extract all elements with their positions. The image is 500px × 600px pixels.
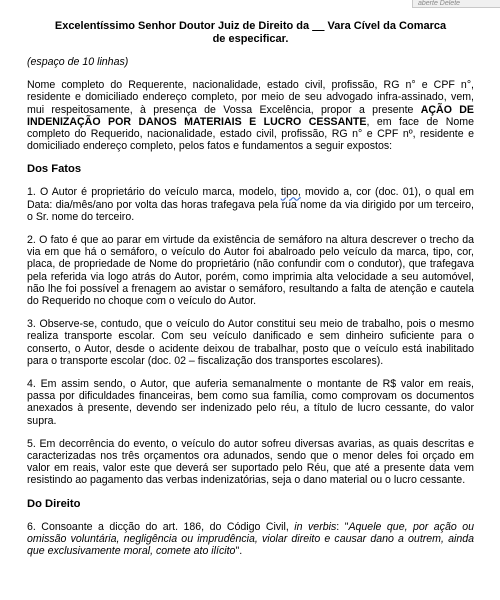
paragraph-2: 2. O fato é que ao parar em virtude da existência de semáforo na altura descrever o trecho da via em que há o semáforo, o veículo do Autor foi abalroado pelo veículo da marca, tipo, cor, placa, de propriedade de Nome do proprietário (não confundir com o condutor), que trafegava pela referida via logo atrás do Autor, porém, como imprimia alta velocidade a seu automóvel, não lhe foi possível a frenagem ao avistar o semáforo, resultando a falta de atenção e cautela do Requerido no choque com o veículo do Autor. — [27, 234, 474, 308]
section-heading-fatos: Dos Fatos — [27, 163, 82, 176]
legal-quote: Aquele que, por ação ou omissão voluntária, negligência ou imprudência, violar direito e causar dano a outrem, ainda que exclusivamente moral, comete ato ilícito — [27, 520, 474, 558]
paragraph-5: 5. Em decorrência do evento, o veículo do autor sofreu diversas avarias, as quais descritas e caracterizadas nos três orçamentos ora adunados, sendo que o menor deles foi orçado em valor em reais, valor este que deverá ser suportado pelo Réu, que até a presente data vem resistindo ao pagamento das verbas indenizatórias, seja o dano material ou o lucro cessante. — [27, 437, 474, 487]
document-header — [27, 20, 474, 46]
paragraph-4: 4. Em assim sendo, o Autor, que auferia semanalmente o montante de R$ valor em reais, passa por dificuldades financeiras, bem como sua família, como comprovam os documentos anexados à presente, devendo ser indenizado pelo réu, a título de lucro cessante, do valor supra. — [27, 378, 474, 427]
paragraph-3: 3. Observe-se, contudo, que o veículo do Autor constitui seu meio de trabalho, pois o mesmo realiza transporte escolar. Com seu veículo danificado e sem dinheiro suficiente para o conserto, o Autor, desde o acidente deixou de trabalhar, posto que o veículo está inabilitado para o transporte escolar (doc. 02 – fiscalização dos transportes escolares). — [27, 318, 474, 367]
intro-paragraph: Nome completo do Requerente, nacionalidade, estado civil, profissão, RG n° e CPF n°, residente e domiciliado endereço completo, por meio de seu advogado infra-assinado, vem, mui respeitosamente, à presença de Vossa Excelência, propor a presente AÇÃO DE INDENIZAÇÃO POR DANOS MATERIAIS E LUCRO CESSANTE, em face de Nome completo do Requerido, nacionalidade, estado civil, profissão, RG n° e CPF nº, residente e domiciliado endereço completo, pelos fatos e fundamentos a seguir expostos: — [27, 79, 474, 153]
header-line-2: de especificar. — [212, 33, 289, 45]
paragraph-1: 1. O Autor é proprietário do veículo marca, modelo, tipo, movido a, cor (doc. 01), o qual em Data: dia/mês/ano por volta das horas trafegava pela rua nome da via dirigido por um terceiro, o Sr. nome do terceiro. — [27, 186, 474, 223]
spellcheck-word: tipo, — [280, 186, 301, 199]
space-note: (espaço de 10 linhas) — [27, 56, 129, 68]
section-heading-direito: Do Direito — [27, 497, 81, 510]
action-title: AÇÃO DE INDENIZAÇÃO POR DANOS MATERIAIS E LUCRO CESSANTE — [27, 103, 474, 128]
toolbar-overlay: aberte Delete — [412, 0, 500, 8]
paragraph-6: 6. Consoante a dicção do art. 186, do Código Civil, in verbis: "Aquele que, por ação ou omissão voluntária, negligência ou imprudência, violar direito e causar dano a outrem, ainda que exclusivamente moral, comete ato ilícito". — [27, 520, 474, 558]
header-line-1: Excelentíssimo Senhor Doutor Juiz de Direito da __ Vara Cível da Comarca — [54, 20, 447, 32]
vara-number-blank: __ — [312, 20, 325, 32]
